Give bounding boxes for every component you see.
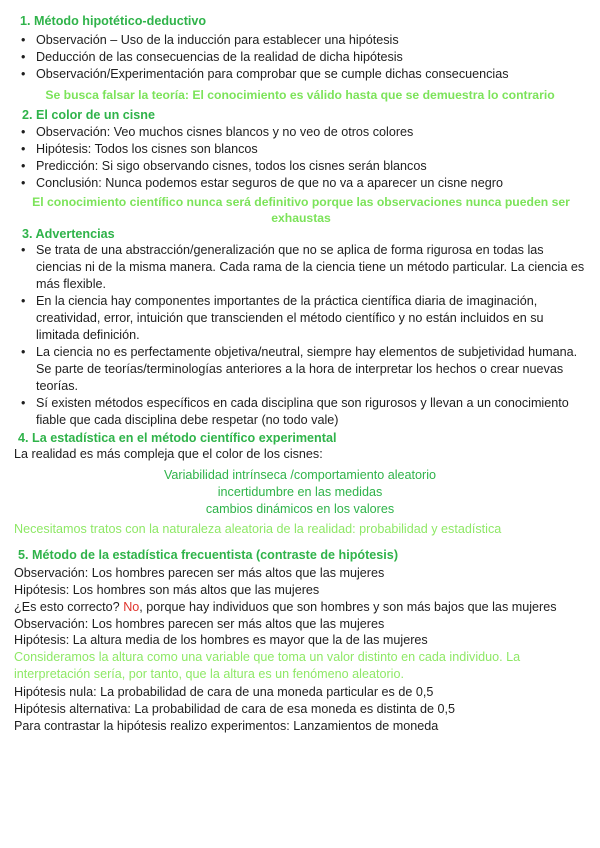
section4-intro: La realidad es más compleja que el color de los cisnes:	[14, 447, 323, 461]
section4-center-line: cambios dinámicos en los valores	[205, 502, 395, 516]
list-item: • Observación – Uso de la inducción para establecer una hipótesis	[18, 32, 588, 49]
list-item: • Deducción de las consecuencias de la realidad de dicha hipótesis	[18, 49, 588, 66]
list-item: • Sí existen métodos específicos en cada disciplina que son rigurosos y llevan a un conocimiento fiable que cada disciplina debe respetar (no todo vale)	[18, 395, 586, 429]
section3-title: 3. Advertencias	[22, 227, 115, 241]
list-item: • La ciencia no es perfectamente objetiva/neutral, siempre hay elementos de subjetividad humana. Se parte de teorías/terminologías anteriores a la hora de interpretar los hechos o crear nuevas teorías.	[18, 344, 586, 395]
section5-line: Hipótesis nula: La probabilidad de cara de una moneda particular es de 0,5	[14, 685, 434, 699]
section2-title: 2. El color de un cisne	[22, 108, 155, 122]
section1-title: 1. Método hipotético-deductivo	[20, 14, 207, 28]
question-reason: , porque hay individuos que son hombres y son más bajos que las mujeres	[139, 600, 557, 614]
section1-highlight: Se busca falsar la teoría: El conocimiento es válido hasta que se demuestra lo contrario	[45, 88, 555, 102]
list-item: • Observación/Experimentación para comprobar que se cumple dichas consecuencias	[18, 66, 588, 83]
section4-center-line: Variabilidad intrínseca /comportamiento aleatorio	[163, 468, 437, 482]
section2-list	[18, 124, 588, 192]
list-item: • En la ciencia hay componentes importantes de la práctica científica diaria de imaginación, creatividad, error, intuición que transcienden el método científico y no están incluidos en su limitada definición.	[18, 293, 586, 344]
answer-no: No	[123, 600, 140, 614]
section2-highlight: El conocimiento científico nunca será definitivo porque las observaciones nunca pueden ser exhaustas	[32, 195, 570, 225]
section5-line: Hipótesis alternativa: La probabilidad de cara de esa moneda es distinta de 0,5	[14, 702, 456, 716]
section5-line: Observación: Los hombres parecen ser más altos que las mujeres	[14, 617, 385, 631]
section4-title: 4. La estadística en el método científico experimental	[18, 431, 337, 445]
section4-note: Necesitamos tratos con la naturaleza aleatoria de la realidad: probabilidad y estadística	[14, 522, 502, 536]
section5-line: Hipótesis: La altura media de los hombres es mayor que la de las mujeres	[14, 633, 428, 647]
list-item: • Conclusión: Nunca podemos estar seguros de que no va a aparecer un cisne negro	[18, 175, 588, 192]
section5-note: Consideramos la altura como una variable que toma un valor distinto en cada individuo. La interpretación sería, por tanto, que la altura es un fenómeno aleatorio.	[14, 650, 521, 681]
section4-center-line: incertidumbre en las medidas	[217, 485, 383, 499]
question-text: ¿Es esto correcto?	[14, 600, 124, 614]
list-item: • Predicción: Si sigo observando cisnes, todos los cisnes serán blancos	[18, 158, 588, 175]
list-item: • Se trata de una abstracción/generalización que no se aplica de forma rigurosa en todas las ciencias ni de la misma manera. Cada rama de la ciencia tiene un método particular. La ciencia es más flexible.	[18, 242, 586, 293]
section3-list	[18, 242, 586, 429]
list-item: • Hipótesis: Todos los cisnes son blancos	[18, 141, 588, 158]
section5-question	[14, 599, 557, 616]
section5-line: Observación: Los hombres parecen ser más altos que las mujeres	[14, 566, 385, 580]
list-item: • Observación: Veo muchos cisnes blancos y no veo de otros colores	[18, 124, 588, 141]
section5-line: Hipótesis: Los hombres son más altos que las mujeres	[14, 583, 320, 597]
section5-title: 5. Método de la estadística frecuentista (contraste de hipótesis)	[18, 548, 399, 562]
section5-line: Para contrastar la hipótesis realizo experimentos: Lanzamientos de moneda	[14, 719, 439, 733]
section1-list	[18, 32, 588, 83]
